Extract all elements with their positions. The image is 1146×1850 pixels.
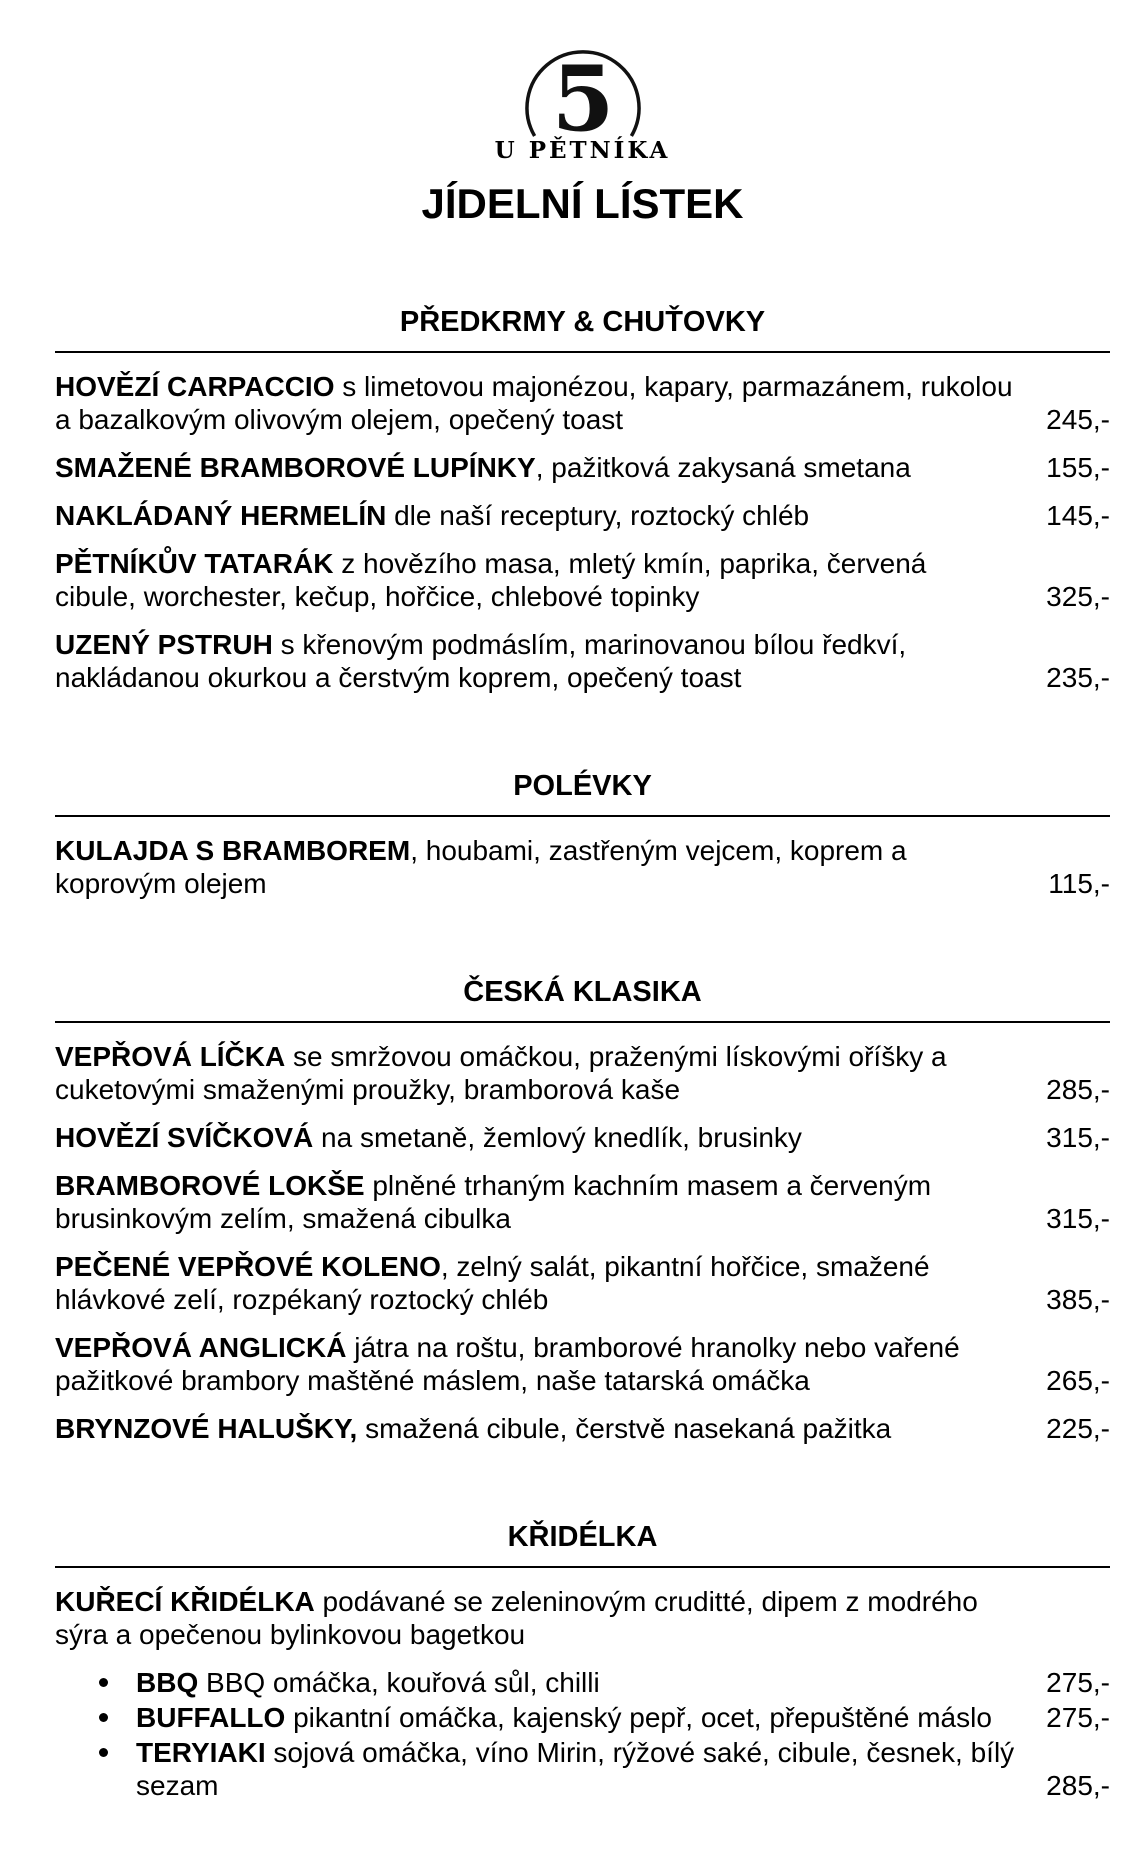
item-text bbox=[55, 1585, 1110, 1651]
item-name: VEPŘOVÁ LÍČKA bbox=[55, 1041, 286, 1072]
menu-section bbox=[55, 974, 1110, 1445]
item-name: KULAJDA S BRAMBOREM bbox=[55, 835, 411, 866]
menu-header bbox=[55, 50, 1110, 228]
menu-item bbox=[55, 628, 1110, 694]
item-price: 275,- bbox=[1046, 1702, 1110, 1733]
section-heading: KŘIDÉLKA bbox=[507, 1521, 658, 1553]
logo-number: 5 bbox=[551, 50, 614, 138]
bullet-item bbox=[55, 1736, 1110, 1802]
menu-item bbox=[55, 1585, 1110, 1651]
item-name: BRYNZOVÉ HALUŠKY, bbox=[55, 1413, 358, 1444]
item-description: podávané se zeleninovým cruditté, dipem z modrého sýra a opečenou bylinkovou bagetkou bbox=[55, 1586, 978, 1650]
item-description: , pažitková zakysaná smetana bbox=[535, 452, 911, 483]
bullet-item bbox=[55, 1701, 1110, 1734]
item-price: 315,- bbox=[1046, 1122, 1110, 1153]
menu-item bbox=[55, 1040, 1110, 1106]
item-text bbox=[55, 628, 1110, 694]
menu-section bbox=[55, 768, 1110, 900]
bullet-list bbox=[55, 1666, 1110, 1802]
item-text bbox=[55, 1412, 1110, 1445]
section-items bbox=[55, 834, 1110, 900]
item-name: NAKLÁDANÝ HERMELÍN bbox=[55, 500, 387, 531]
restaurant-name: U PĚTNÍKA bbox=[494, 137, 671, 164]
menu-sections bbox=[55, 304, 1110, 1802]
item-description: játra na roštu, bramborové hranolky nebo vařené pažitkové brambory maštěné máslem, naše tatarská omáčka bbox=[55, 1332, 960, 1396]
item-price: 115,- bbox=[1048, 868, 1110, 899]
item-text bbox=[55, 1040, 1110, 1106]
bullet-icon bbox=[99, 1748, 108, 1757]
item-description: dle naší receptury, roztocký chléb bbox=[386, 500, 810, 531]
page-title: JÍDELNÍ LÍSTEK bbox=[421, 180, 744, 227]
item-description: , houbami, zastřeným vejcem, koprem a koprovým olejem bbox=[55, 835, 907, 899]
item-text bbox=[55, 547, 1110, 613]
item-description: s limetovou majonézou, kapary, parmazánem, rukolou a bazalkovým olivovým olejem, opečený toast bbox=[55, 371, 1013, 435]
section-items bbox=[55, 1040, 1110, 1445]
item-name: PĚTNÍKŮV TATARÁK bbox=[55, 548, 334, 579]
item-description: , zelný salát, pikantní hořčice, smažené hlávkové zelí, rozpékaný roztocký chléb bbox=[55, 1251, 930, 1315]
item-price: 275,- bbox=[1046, 1667, 1110, 1698]
item-description: se smržovou omáčkou, praženými lískovými oříšky a cuketovými smaženými proužky, bramborová kaše bbox=[55, 1041, 947, 1105]
item-description: s křenovým podmáslím, marinovanou bílou ředkví, nakládanou okurkou a čerstvým koprem, opečený toast bbox=[55, 629, 907, 693]
item-text bbox=[55, 451, 1110, 484]
item-price: 145,- bbox=[1046, 500, 1110, 531]
item-price: 325,- bbox=[1046, 581, 1110, 612]
section-divider bbox=[55, 351, 1110, 353]
menu-section bbox=[55, 1519, 1110, 1802]
menu-item bbox=[55, 1331, 1110, 1397]
item-name: BUFFALLO bbox=[136, 1702, 286, 1733]
menu-item bbox=[55, 370, 1110, 436]
item-text bbox=[55, 1169, 1110, 1235]
item-name: VEPŘOVÁ ANGLICKÁ bbox=[55, 1332, 347, 1363]
item-price: 225,- bbox=[1046, 1413, 1110, 1444]
item-name: BRAMBOROVÉ LOKŠE bbox=[55, 1170, 365, 1201]
section-heading: POLÉVKY bbox=[513, 770, 652, 802]
item-price: 315,- bbox=[1046, 1203, 1110, 1234]
menu-item bbox=[55, 547, 1110, 613]
item-description: sojová omáčka, víno Mirin, rýžové saké, cibule, česnek, bílý sezam bbox=[136, 1737, 1015, 1801]
item-name: BBQ bbox=[136, 1667, 199, 1698]
section-items bbox=[55, 370, 1110, 694]
item-text bbox=[55, 370, 1110, 436]
item-description: smažená cibule, čerstvě nasekaná pažitka bbox=[357, 1413, 892, 1444]
section-divider bbox=[55, 815, 1110, 817]
item-price: 285,- bbox=[1046, 1074, 1110, 1105]
item-description: plněné trhaným kachním masem a červeným brusinkovým zelím, smažená cibulka bbox=[55, 1170, 932, 1234]
item-name: KUŘECÍ KŘIDÉLKA bbox=[55, 1586, 315, 1617]
bullet-item bbox=[55, 1666, 1110, 1699]
section-divider bbox=[55, 1566, 1110, 1568]
item-price: 245,- bbox=[1046, 404, 1110, 435]
bullet-icon bbox=[99, 1678, 108, 1687]
restaurant-logo-icon bbox=[518, 50, 648, 138]
menu-item bbox=[55, 1412, 1110, 1445]
section-divider bbox=[55, 1021, 1110, 1023]
item-description: pikantní omáčka, kajenský pepř, ocet, přepuštěné máslo bbox=[285, 1702, 992, 1733]
item-text bbox=[55, 1250, 1110, 1316]
item-name: TERYIAKI bbox=[136, 1737, 266, 1768]
section-heading: PŘEDKRMY & CHUŤOVKY bbox=[399, 306, 766, 338]
menu-item bbox=[55, 451, 1110, 484]
item-text bbox=[55, 1331, 1110, 1397]
item-name: HOVĚZÍ SVÍČKOVÁ bbox=[55, 1122, 314, 1153]
item-description: na smetaně, žemlový knedlík, brusinky bbox=[313, 1122, 802, 1153]
item-price: 235,- bbox=[1046, 662, 1110, 693]
menu-item bbox=[55, 1169, 1110, 1235]
item-name: HOVĚZÍ CARPACCIO bbox=[55, 371, 335, 402]
item-description: z hovězího masa, mletý kmín, paprika, červená cibule, worchester, kečup, hořčice, chlebové topinky bbox=[55, 548, 927, 612]
item-price: 285,- bbox=[1046, 1770, 1110, 1801]
section-heading: ČESKÁ KLASIKA bbox=[463, 976, 702, 1008]
item-text bbox=[55, 499, 1110, 532]
bullet-icon bbox=[99, 1713, 108, 1722]
item-text bbox=[55, 834, 1110, 900]
menu-item bbox=[55, 499, 1110, 532]
section-items bbox=[55, 1585, 1110, 1802]
item-price: 385,- bbox=[1046, 1284, 1110, 1315]
item-price: 265,- bbox=[1046, 1365, 1110, 1396]
item-name: SMAŽENÉ BRAMBOROVÉ LUPÍNKY bbox=[55, 452, 536, 483]
menu-item bbox=[55, 834, 1110, 900]
menu-section bbox=[55, 304, 1110, 694]
item-text bbox=[55, 1121, 1110, 1154]
item-name: PEČENÉ VEPŘOVÉ KOLENO bbox=[55, 1251, 441, 1282]
menu-item bbox=[55, 1250, 1110, 1316]
menu-item bbox=[55, 1121, 1110, 1154]
item-price: 155,- bbox=[1046, 452, 1110, 483]
item-description: BBQ omáčka, kouřová sůl, chilli bbox=[198, 1667, 600, 1698]
item-name: UZENÝ PSTRUH bbox=[55, 629, 273, 660]
